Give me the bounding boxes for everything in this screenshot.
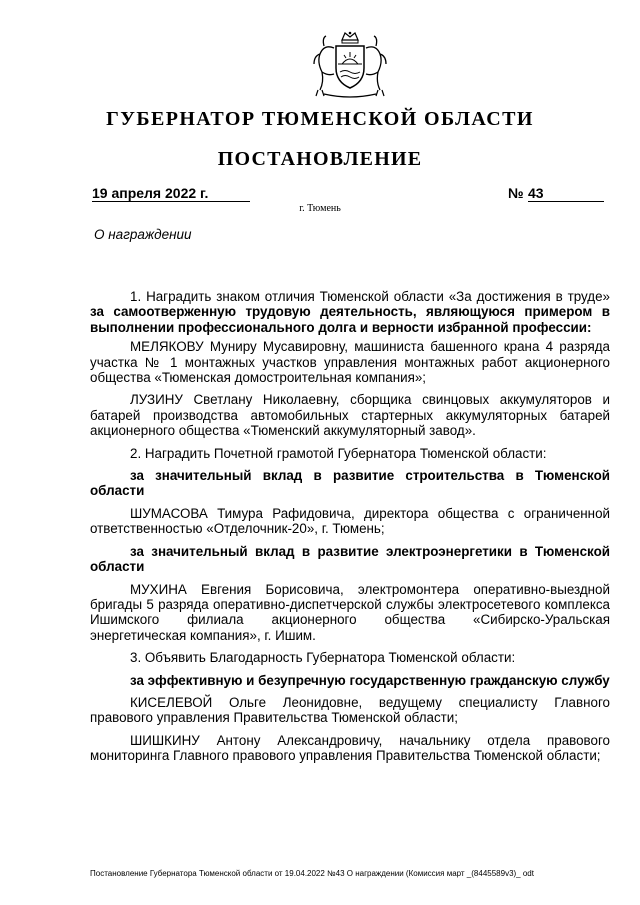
paragraph-1 xyxy=(90,289,610,335)
paragraph-awardee-3: ШУМАСОВА Тимура Рафидовича, директора общества с ограниченной ответственностью «Отделочник-20», г. Тюмень; xyxy=(90,505,610,537)
paragraph-awardee-5: КИСЕЛЕВОЙ Ольге Леонидовне, ведущему специалисту Главного правового управления Правительства Тюменской области; xyxy=(90,694,610,726)
paragraph-2: 2. Наградить Почетной грамотой Губернатора Тюменской области: xyxy=(130,445,547,461)
number-label: № xyxy=(508,185,524,201)
paragraph-reason-construction: за значительный вклад в развитие строительства в Тюменской области xyxy=(90,468,610,499)
paragraph-awardee-2: ЛУЗИНУ Светлану Николаевну, сборщика свинцовых аккумуляторов и батарей производства автомобильных стартерных аккумуляторных батарей акционерного общества «Тюменский аккумуляторный завод». xyxy=(90,392,610,439)
paragraph-awardee-1: МЕЛЯКОВУ Муниру Мусавировну, машиниста башенного крана 4 разряда участка № 1 монтажных участков управления монтажных работ акционерного общества «Тюменская домостроительная компания»; xyxy=(90,339,610,386)
document-city: г. Тюмень xyxy=(299,203,341,214)
document-date: 19 апреля 2022 г. xyxy=(92,185,250,202)
coat-of-arms-icon xyxy=(300,30,400,102)
document-subject: О награждении xyxy=(94,227,192,242)
paragraph-awardee-6: ШИШКИНУ Антону Александровичу, начальнику отдела правового мониторинга Главного правового управления Правительства Тюменской области; xyxy=(90,732,610,764)
paragraph-reason-energy: за значительный вклад в развитие электроэнергетики в Тюменской области xyxy=(90,543,610,575)
page-footer: Постановление Губернатора Тюменской области от 19.04.2022 №43 О награждении (Комиссия март _(8445589v3)_ odt xyxy=(90,869,534,878)
paragraph-3: 3. Объявить Благодарность Губернатора Тюменской области: xyxy=(130,650,516,666)
document-body xyxy=(90,289,610,771)
paragraph-awardee-4: МУХИНА Евгения Борисовича, электромонтера оперативно-выездной бригады 5 разряда оперативно-диспетчерской службы электросетевого комплекса Ишимского филиала акционерного общества «Сибирско-Уральская энергетическая компания», г. Ишим. xyxy=(90,581,610,643)
document-title: ГУБЕРНАТОР ТЮМЕНСКОЙ ОБЛАСТИ xyxy=(106,108,534,130)
paragraph-1-intro: 1. Наградить знаком отличия Тюменской области «За достижения в труде» xyxy=(130,289,610,304)
paragraph-reason-civil-service: за эффективную и безупречную государственную гражданскую службу xyxy=(130,672,610,688)
paragraph-1-bold: за самоотверженную трудовую деятельность, являющуюся примером в выполнении профессионального долга и верности избранной профессии: xyxy=(90,304,610,335)
document-type: ПОСТАНОВЛЕНИЕ xyxy=(217,148,423,170)
document-number: 43 xyxy=(528,185,604,202)
